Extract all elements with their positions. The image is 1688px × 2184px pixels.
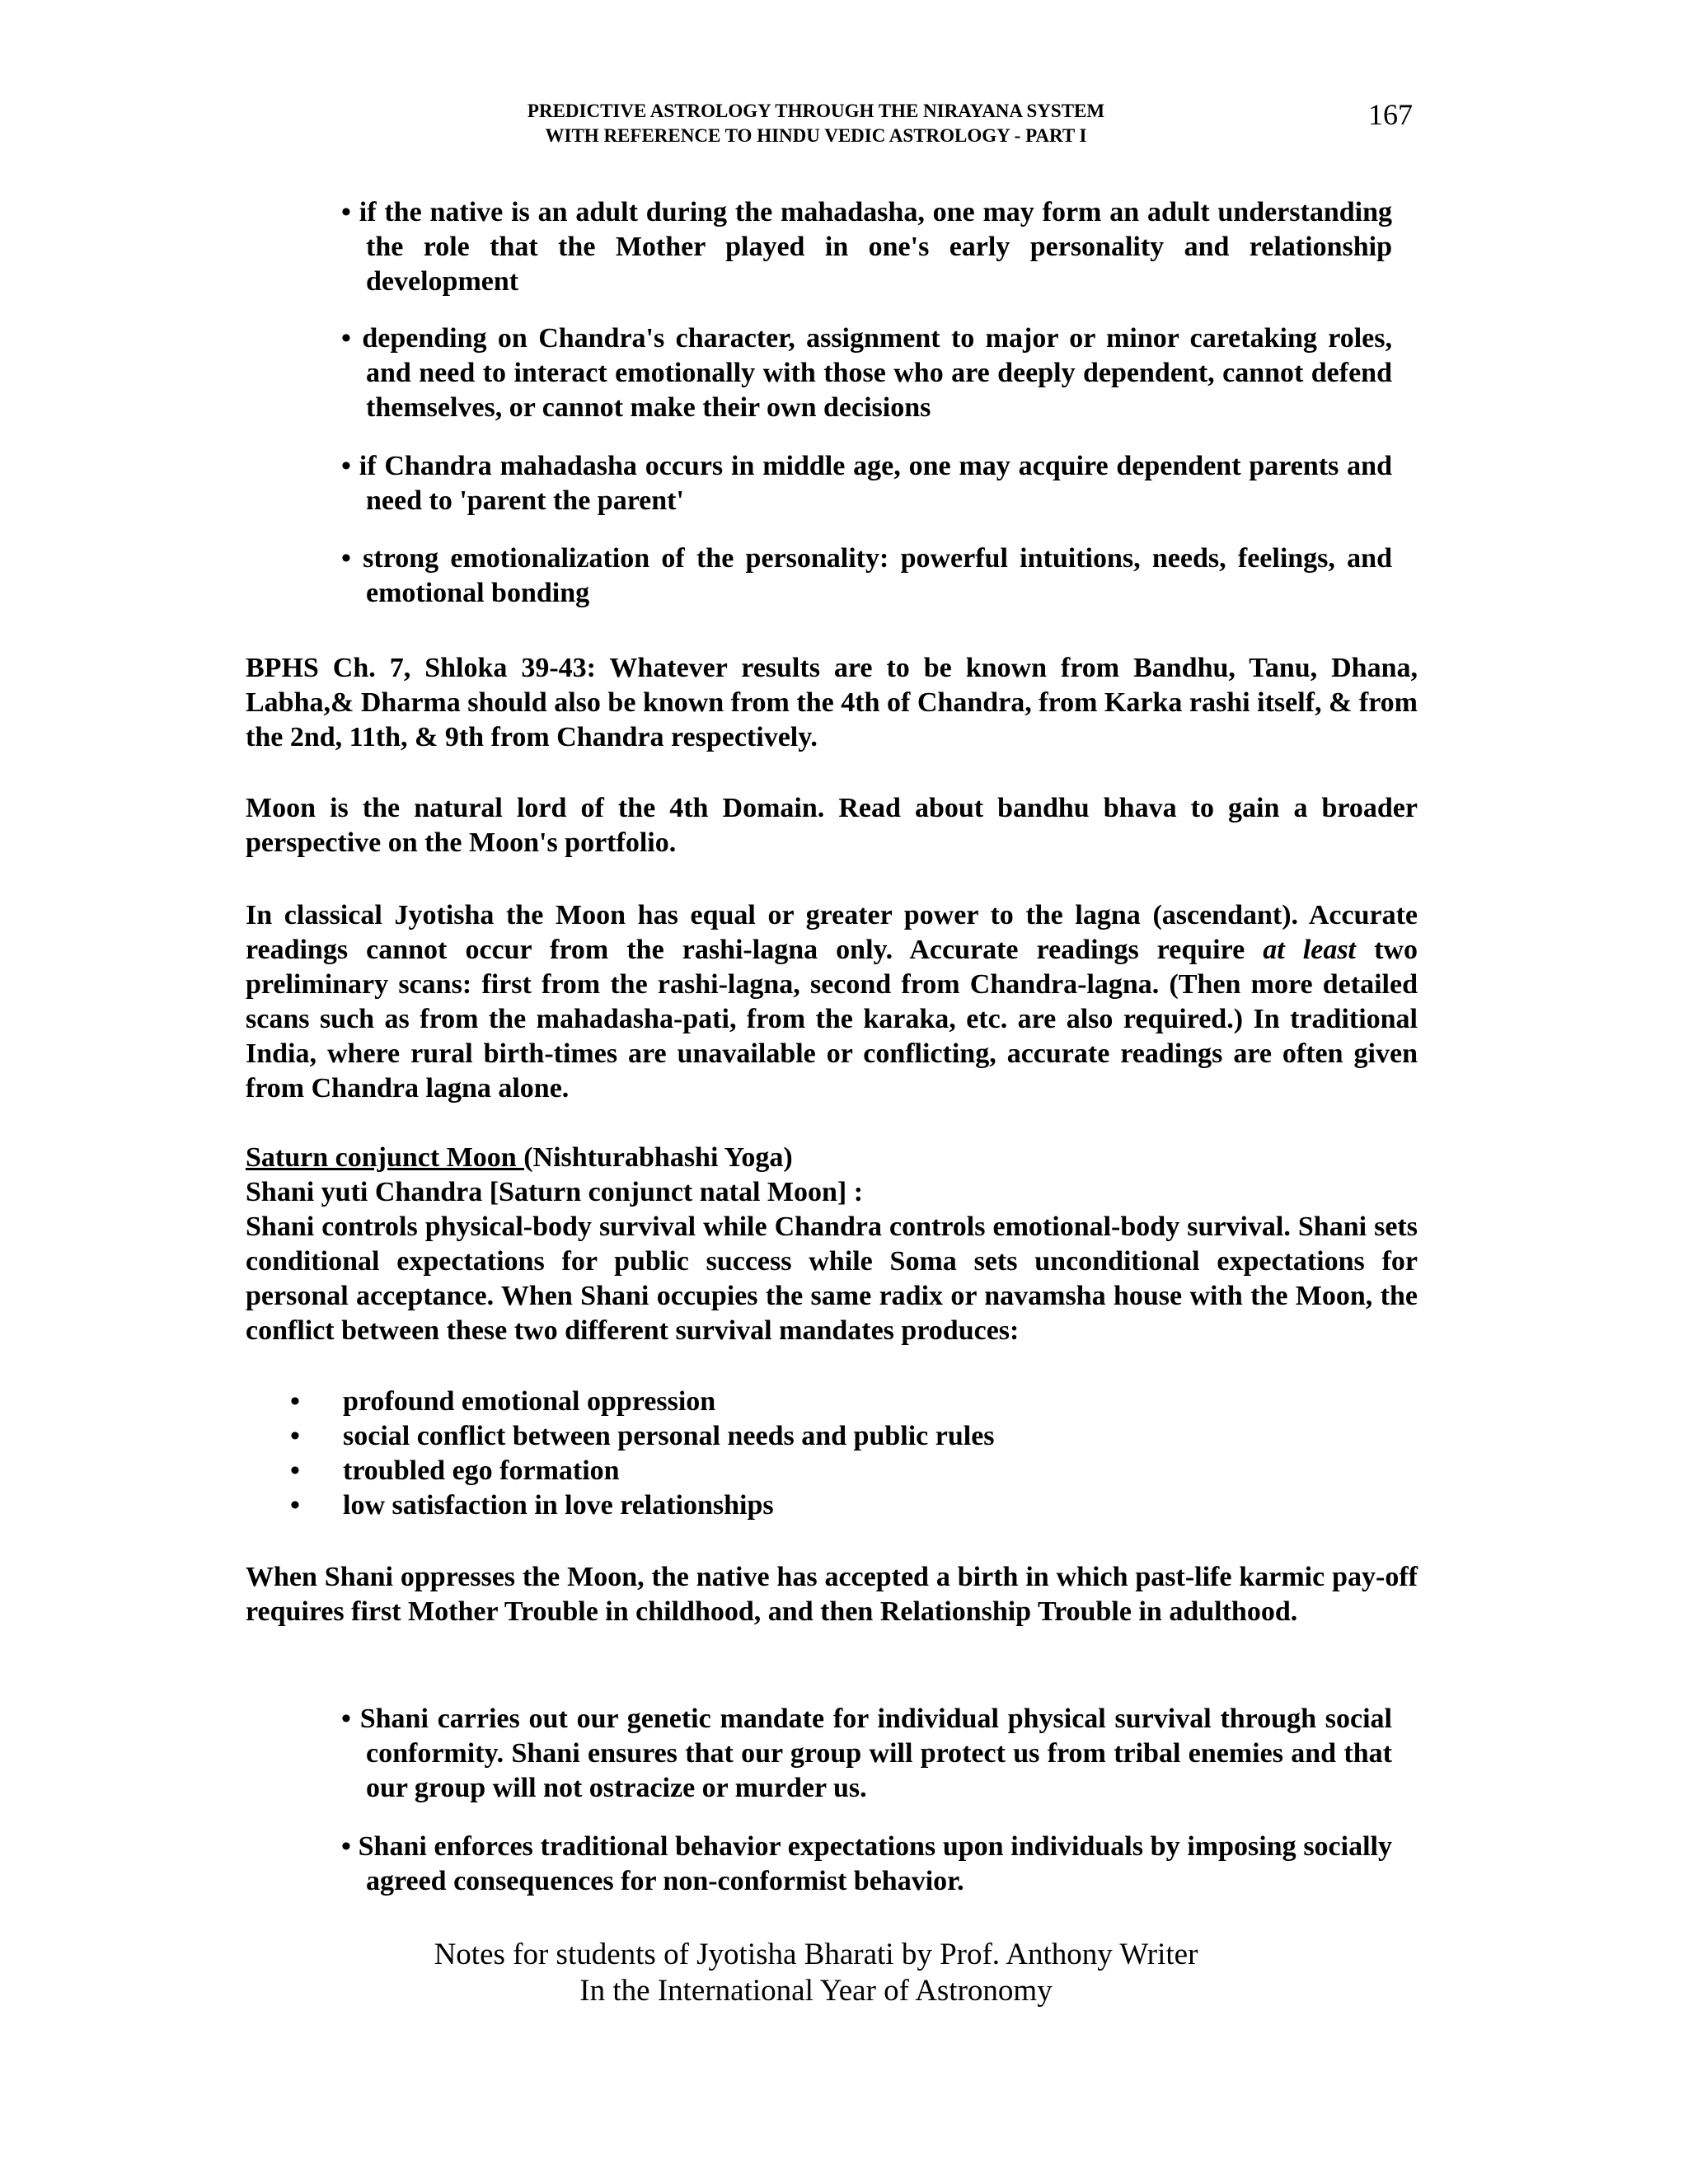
saturn-heading: [246, 1141, 1418, 1175]
bullet-glyph: •: [341, 451, 351, 481]
list-item-text: profound emotional oppression: [343, 1386, 716, 1417]
running-header: [363, 99, 1269, 148]
footer-line-2: In the International Year of Astronomy: [579, 1974, 1053, 2008]
page-footer: [330, 1937, 1302, 2009]
list-item: [290, 1454, 1444, 1488]
saturn-subheading: Shani yuti Chandra [Saturn conjunct natal Moon] :: [246, 1177, 864, 1207]
page-number: 167: [1368, 98, 1413, 131]
bullet-item: [316, 321, 1392, 425]
bullet-text: Shani enforces traditional behavior expectations upon individuals by imposing socially agreed consequences for non-conformist behavior.: [358, 1831, 1392, 1896]
jyotisha-text-1: In classical Jyotisha the Moon has equal or greater power to the lagna (ascendant). Accurate readings cannot occur from the rashi-lagna only. Accurate readings require: [246, 900, 1418, 965]
list-item: [290, 1419, 1444, 1454]
jyotisha-italic: at least: [1263, 935, 1356, 965]
bullet-glyph: •: [290, 1490, 300, 1521]
bullet-glyph: •: [290, 1455, 300, 1486]
bullet-item: [316, 1702, 1392, 1806]
bullet-glyph: •: [290, 1386, 300, 1417]
jyotisha-text-2: two preliminary scans: first from the rashi-lagna, second from Chandra-lagna. (Then more detailed scans such as from the mahadasha-pati, from the karaka, etc. are also required.) In traditional India, where rural birth-times are unavailable or conflicting, accurate readings are often given from Chandra lagna alone.: [246, 935, 1418, 1104]
bullet-text: if Chandra mahadasha occurs in middle age, one may acquire dependent parents and need to 'parent the parent': [359, 451, 1392, 516]
oppress-paragraph: When Shani oppresses the Moon, the native has accepted a birth in which past-life karmic pay-off requires first Mother Trouble in childhood, and then Relationship Trouble in adulthood.: [246, 1562, 1418, 1627]
bullet-text: if the native is an adult during the mahadasha, one may form an adult understanding the role that the Mother played in one's early personality and relationship development: [359, 197, 1393, 297]
saturn-section: [246, 1141, 1418, 1348]
bullet-text: depending on Chandra's character, assignment to major or minor caretaking roles, and need to interact emotionally with those who are deeply dependent, cannot defend themselves, or cannot make their own decisions: [362, 323, 1393, 423]
bullet-glyph: •: [341, 543, 351, 574]
saturn-heading-underlined: Saturn conjunct Moon (: [246, 1142, 533, 1173]
bphs-paragraph: BPHS Ch. 7, Shloka 39-43: Whatever results are to be known from Bandhu, Tanu, Dhana, Labha,& Dharma should also be known from the 4th of Chandra, from Karka rashi itself, & from the 2nd, 11th, & 9th from Chandra respectively.: [246, 653, 1418, 752]
bullet-text: strong emotionalization of the personality: powerful intuitions, needs, feelings, and emotional bonding: [363, 543, 1392, 608]
list-item: [290, 1488, 1444, 1523]
list-item-text: low satisfaction in love relationships: [343, 1490, 774, 1521]
saturn-body: Shani controls physical-body survival while Chandra controls emotional-body survival. Shani sets conditional expectations for public success while Soma sets unconditional expectations for personal acceptance. When Shani occupies the same radix or navamsha house with the Moon, the conflict between these two different survival mandates produces:: [246, 1212, 1418, 1346]
jyotisha-paragraph: [246, 898, 1418, 1106]
header-line-1: PREDICTIVE ASTROLOGY THROUGH THE NIRAYANA SYSTEM: [527, 101, 1105, 121]
list-item-text: social conflict between personal needs and public rules: [343, 1421, 995, 1451]
saturn-heading-rest: Nishturabhashi Yoga): [532, 1142, 793, 1173]
header-line-2: WITH REFERENCE TO HINDU VEDIC ASTROLOGY - PART I: [545, 125, 1087, 146]
bullet-glyph: •: [341, 1704, 351, 1734]
bullet-item: [316, 195, 1392, 299]
list-item: [290, 1385, 1444, 1419]
footer-line-1: Notes for students of Jyotisha Bharati by Prof. Anthony Writer: [434, 1938, 1198, 1971]
effects-list: [290, 1385, 1444, 1523]
bullet-glyph: •: [341, 197, 351, 227]
bullet-item: [316, 1830, 1392, 1899]
bullet-item: [316, 449, 1392, 518]
bullet-glyph: •: [290, 1421, 300, 1451]
bullet-glyph: •: [341, 1831, 351, 1862]
bullet-item: [316, 541, 1392, 611]
bullet-text: Shani carries out our genetic mandate for individual physical survival through social conformity. Shani ensures that our group will protect us from tribal enemies and that our group will not ostracize or murder us.: [359, 1704, 1392, 1803]
bullet-glyph: •: [341, 323, 351, 354]
list-item-text: troubled ego formation: [343, 1455, 620, 1486]
moon-paragraph: Moon is the natural lord of the 4th Domain. Read about bandhu bhava to gain a broader perspective on the Moon's portfolio.: [246, 793, 1418, 858]
